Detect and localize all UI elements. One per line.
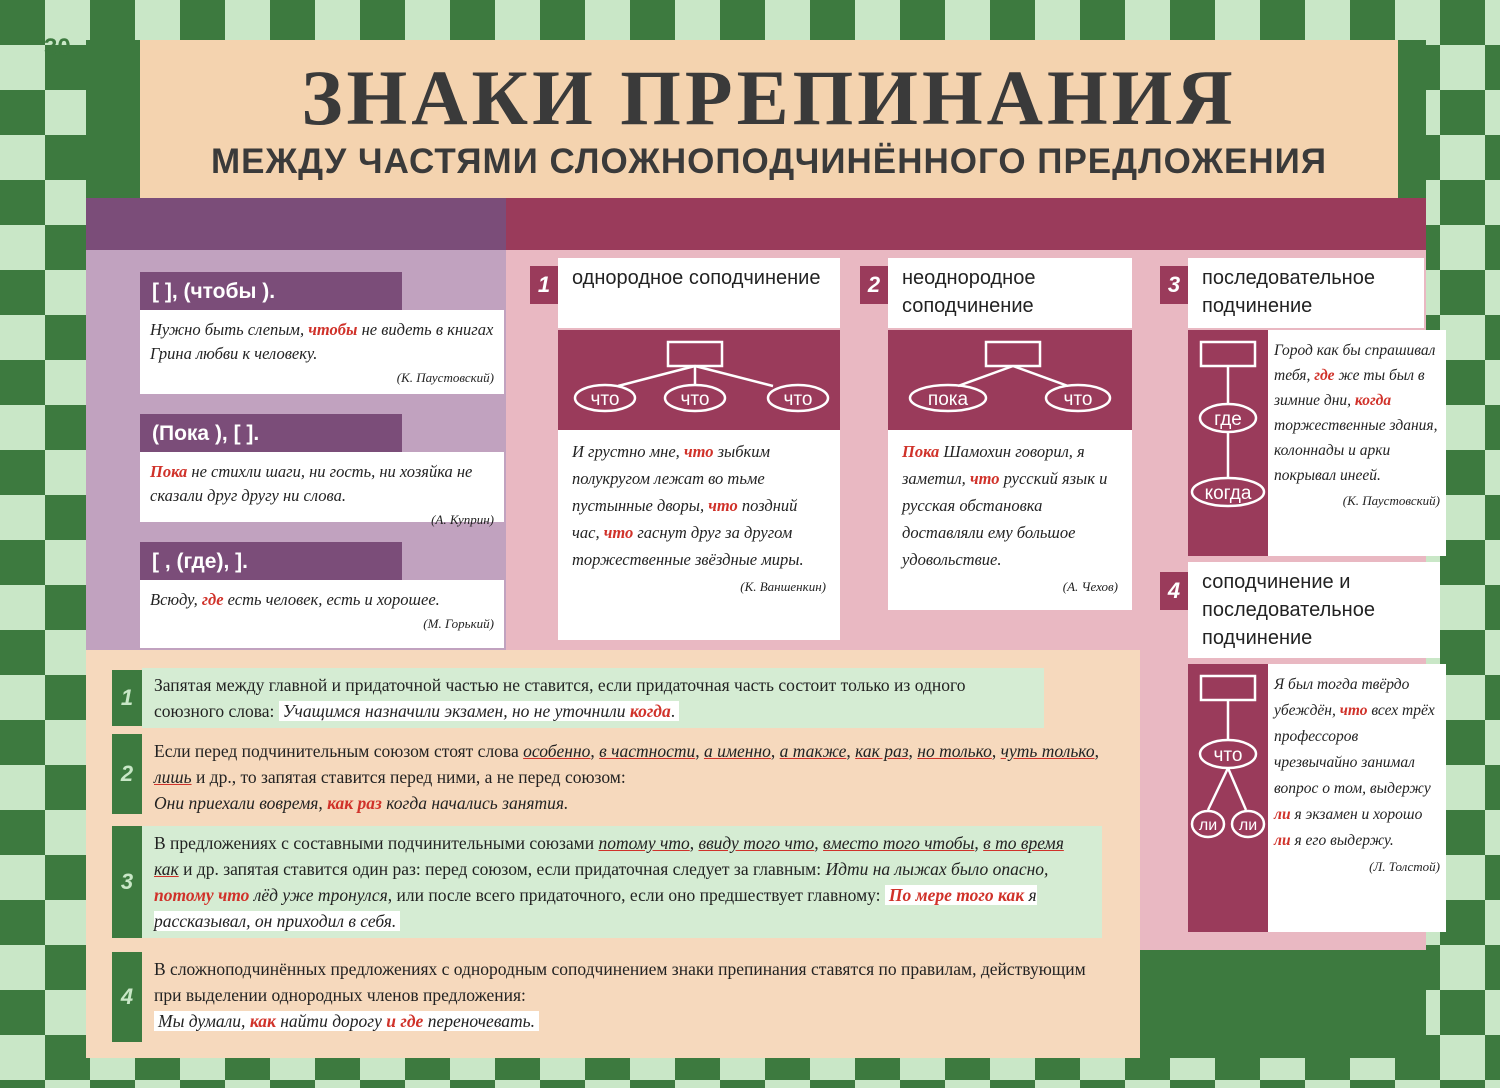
diagram-label: когда <box>1204 483 1252 504</box>
diagram-label: ли <box>1238 817 1258 834</box>
author: (М. Горький) <box>423 616 494 631</box>
rule-number: 2 <box>112 734 142 814</box>
diagram-label: ли <box>1198 817 1218 834</box>
type-number: 1 <box>530 266 558 304</box>
type-example-3: Город как бы спрашивал тебя, где же ты был в зимние дни, когда торжественные здания, колоннады и арки покрывал инеей. (К. Паустовский) <box>1268 330 1446 556</box>
diagram-3-svg <box>1188 330 1268 556</box>
type-number: 4 <box>1160 572 1188 610</box>
left-formula-2 <box>140 414 402 452</box>
author: (Л. Толстой) <box>1369 859 1440 874</box>
type-number: 2 <box>860 266 888 304</box>
band-right <box>506 198 1426 250</box>
left-formula-1 <box>140 272 402 310</box>
left-example-1: Нужно быть слепым, чтобы не видеть в книгах Грина любви к человеку. (К. Паустовский) <box>140 310 504 394</box>
type-number: 3 <box>1160 266 1188 304</box>
author: (А. Куприн) <box>431 512 494 527</box>
rule-4: В сложноподчинённых предложениях с однородным соподчинением знаки препинания ставятся по правилам, действующим при выделении однородных членов предложения: Мы думали, как найти дорогу и где переночевать. <box>142 952 1102 1038</box>
diagram-label: что <box>680 389 710 410</box>
title-box <box>140 40 1398 198</box>
author: (К. Паустовский) <box>1342 493 1440 508</box>
type-heading-3: последовательное подчинение <box>1188 258 1424 328</box>
type-heading-4: соподчинение и последовательное подчинение <box>1188 562 1440 658</box>
diagram-2-svg <box>888 330 1132 430</box>
diagram-1-svg <box>558 330 840 430</box>
diagram-3 <box>1188 330 1268 556</box>
page-number: 30 <box>44 34 71 61</box>
author: (К. Ваншенкин) <box>740 579 826 594</box>
rule-number: 4 <box>112 952 142 1042</box>
page-title: ЗНАКИ ПРЕПИНАНИЯ <box>301 54 1237 141</box>
formula: [ , (где), ]. <box>140 542 402 580</box>
rule-2: Если перед подчинительным союзом стоят слова особенно, в частности, а именно, а также, как раз, но только, чуть только, лишь и др., то запятая ставится перед ними, а не перед союзом: Они приехали вовремя, как раз когда начались занятия. <box>142 734 1132 820</box>
left-example-3: Всюду, где есть человек, есть и хорошее. (М. Горький) <box>140 580 504 648</box>
type-example-1: И грустно мне, что зыбким полукругом лежат во тьме пустынные дворы, что поздний час, что гаснут друг за другом торжественные звёздные миры. (К. Ваншенкин) <box>558 430 840 640</box>
type-example-4: Я был тогда твёрдо убеждён, что всех трёх профессоров чрезвычайно занимал вопрос о том, выдержу ли я экзамен и хорошо ли я его выдержу. (Л. Толстой) <box>1268 664 1446 932</box>
diagram-4-svg <box>1188 664 1268 932</box>
page-subtitle: МЕЖДУ ЧАСТЯМИ СЛОЖНОПОДЧИНЁННОГО ПРЕДЛОЖЕНИЯ <box>211 142 1327 181</box>
type-heading-1: однородное соподчинение <box>558 258 840 328</box>
left-formula-3 <box>140 542 402 580</box>
formula: [ ], (чтобы ). <box>140 272 402 310</box>
author: (А. Чехов) <box>1062 579 1118 594</box>
diagram-label: что <box>590 389 620 410</box>
diagram-label: где <box>1214 409 1242 430</box>
type-example-2: Пока Шамохин говорил, я заметил, что русский язык и русская обстановка доставляли ему большое удовольствие. (А. Чехов) <box>888 430 1132 610</box>
diagram-4 <box>1188 664 1268 932</box>
diagram-label: что <box>783 389 813 410</box>
diagram-label: пока <box>927 389 969 410</box>
author: (К. Паустовский) <box>396 370 494 385</box>
rule-number: 1 <box>112 670 142 726</box>
diagram-label: что <box>1213 745 1243 766</box>
diagram-2 <box>888 330 1132 430</box>
rule-3: В предложениях с составными подчинительными союзами потому что, ввиду того что, вместо того чтобы, в то время как и др. запятая ставится один раз: перед союзом, если придаточная следует за главным: Идти на лыжах было опасно, потому что лёд уже тронулся, или после всего придаточного, если оно предшествует главному: По мере того как я рассказывал, он приходил в себя. <box>142 826 1102 938</box>
formula: (Пока ), [ ]. <box>140 414 402 452</box>
rule-number: 3 <box>112 826 142 938</box>
rule-1: Запятая между главной и придаточной частью не ставится, если придаточная часть состоит только из одного союзного слова: Учащимся назначили экзамен, но не уточнили когда. <box>142 668 1044 728</box>
type-heading-2: неоднородное соподчинение <box>888 258 1132 328</box>
left-example-2: Пока не стихли шаги, ни гость, ни хозяйка не сказали друг другу ни слова. (А. Куприн) <box>140 452 504 522</box>
diagram-1 <box>558 330 840 430</box>
band-left <box>86 198 506 250</box>
diagram-label: что <box>1063 389 1093 410</box>
